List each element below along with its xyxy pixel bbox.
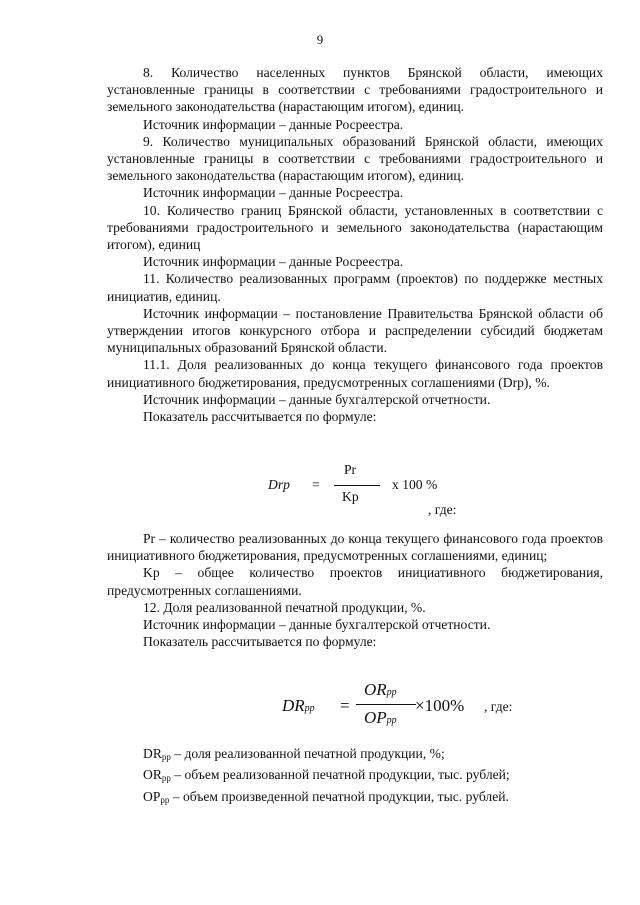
formula-drp-fraction-bar [334, 485, 380, 486]
formula-drpp-denominator: OPpp [364, 708, 397, 727]
paragraph-9-source: Источник информации – данные Росреестра. [143, 185, 404, 201]
paragraph-8-source: Источник информации – данные Росреестра. [143, 116, 404, 132]
paragraph-8: 8. Количество населенных пунктов Брянской области, имеющих установленные границы в соответствии с требованиями градостроительного и земельного законодательства (нарастающим итогом), единиц. [107, 65, 603, 115]
paragraph-12-source: Источник информации – данные бухгалтерской отчетности. [143, 617, 491, 633]
body-text [107, 64, 603, 425]
paragraph-11: 11. Количество реализованных программ (проектов) по поддержке местных инициатив, единиц. [107, 271, 603, 304]
page-number: 9 [316, 32, 324, 47]
definition-pr: Pr – количество реализованных до конца текущего финансового года проектов инициативного бюджетирования, предусмотренных соглашениями, единиц; [107, 531, 603, 564]
formula-drpp-where: , где: [484, 699, 513, 714]
formula-drpp-numerator: ORpp [364, 680, 397, 699]
formula-drpp-equals: = [340, 696, 350, 715]
definition-oppp: $OP_{pp}$ – объем произведенной печатной продукции, тыс. рублей. [143, 788, 509, 805]
paragraph-11-source: Источник информации – постановление Правительства Брянской области об утверждении итогов конкурсного отбора и распределении субсидий бюджетам муниципальных образований Брянской области. [107, 305, 603, 356]
body-text-2 [107, 530, 603, 650]
paragraph-12-formula-intro: Показатель рассчитывается по формуле: [143, 634, 377, 650]
paragraph-10: 10. Количество границ Брянской области, установленных в соответствии с требованиями градостроительного и земельного законодательства (нарастающим итогом), единиц [107, 202, 603, 253]
formula-drp-where: , где: [428, 502, 457, 517]
formula-drpp-multiplier: ×100% [415, 696, 465, 715]
formula-drp-numerator: Pr [344, 462, 357, 477]
formula-drp-equals: = [312, 477, 320, 492]
formula-drp [262, 462, 512, 522]
paragraph-12: 12. Доля реализованной печатной продукции, %. [143, 599, 426, 615]
definition-drpp: $DR_{pp}$ – доля реализованной печатной продукции, %; [143, 746, 445, 762]
paragraph-11-1-source: Источник информации – данные бухгалтерской отчетности. [143, 391, 491, 407]
formula-drp-lhs: Drp [268, 477, 290, 492]
formula-drpp-lhs: DRpp [282, 696, 315, 715]
formula-drp-denominator: Kp [342, 489, 359, 504]
formula-drpp-fraction-bar [356, 704, 416, 705]
definition-orpp: $OR_{pp}$ – объем реализованной печатной продукции, тыс. рублей; [143, 767, 510, 784]
paragraph-10-source: Источник информации – данные Росреестра. [143, 254, 404, 270]
formula-drpp [282, 680, 542, 740]
paragraph-9: 9. Количество муниципальных образований Брянской области, имеющих установленные границы в соответствии с требованиями градостроительного и земельного законодательства (нарастающим итогом), единиц. [107, 133, 603, 184]
paragraph-11-1: 11.1. Доля реализованных до конца текущего финансового года проектов инициативного бюджетирования, предусмотренных соглашениями (Drp), %. [107, 357, 603, 390]
definition-kp: Kp – общее количество проектов инициативного бюджетирования, предусмотренных соглашениями. [107, 565, 603, 598]
definitions-drpp [107, 745, 603, 809]
paragraph-11-1-formula-intro: Показатель рассчитывается по формуле: [143, 409, 377, 425]
formula-drp-multiplier: x 100 % [392, 477, 438, 492]
